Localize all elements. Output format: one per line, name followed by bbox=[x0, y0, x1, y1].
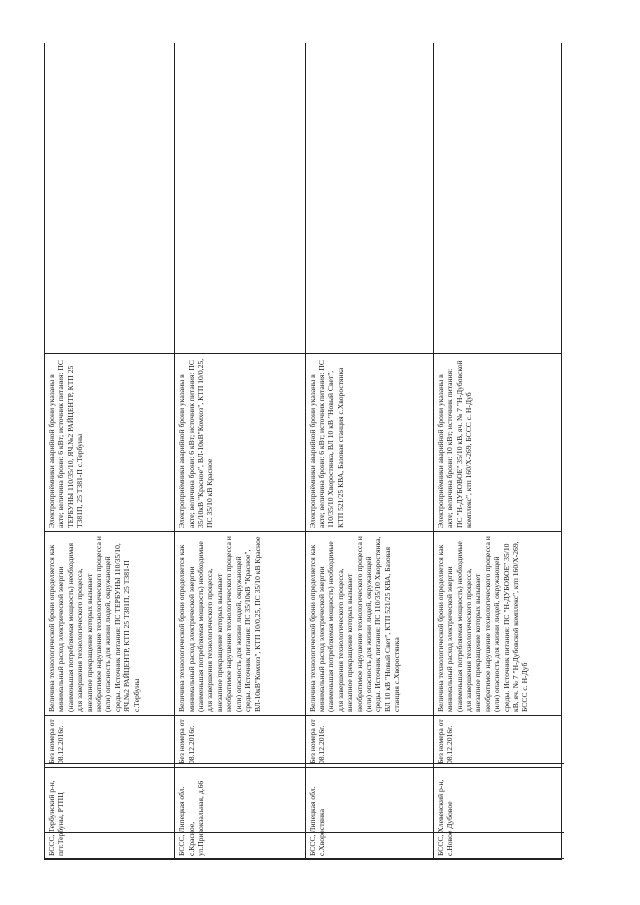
empty-cell bbox=[175, 44, 305, 354]
object-cell: БССС, Липецкая обл. с.Хворостянка bbox=[305, 768, 433, 860]
tech-reserve-cell: Величина технологической брони определяется как минимальный расход электрической энергии (наименьшая потребляемая мощность) необходимая для завершения технологического процесса, внезапное прекращение которых вызывает необратимое нарушение технологического процесса и (или) опасность для жизни людей, окружающей среды. Источник питания: ПС ТЕРБУНЫ 110/35/10, ЯЧ.№2 РАЙЦЕНТР, КТП 25 Т381П, 25 Т381-П с.Тербуны bbox=[45, 532, 175, 716]
table-row bbox=[305, 44, 433, 860]
emergency-reserve-cell: Электроприёмники аварийной брони указаны в акте; величина брони: 10 кВт; источник питания: ПС "Н-ДУБОВОЕ" 35/10 кВ, яч. № 7 "Н-Дубовской комплекс", ктп 160/Х-269, БССС с. Н-Дуб bbox=[433, 354, 561, 532]
emergency-reserve-cell: Электроприёмники аварийной брони указаны в акте; величина брони: 6 кВт; источник питания: ПС 35/10кВ "Красное", ВЛ-10кВ"Комхоз", КТП 10/0,25, ПС 35/10 кВ Красное bbox=[175, 354, 305, 532]
act-cell: Без номера от 08.12.2016г. bbox=[175, 716, 305, 768]
table-row bbox=[45, 44, 175, 860]
act-cell: Без номера от 08.12.2016г. bbox=[45, 716, 175, 768]
emergency-reserve-cell: Электроприёмники аварийной брони указаны в акте; величина брони: 6 кВт; источник питания: ПС ТЕРБУНЫ 110/35/10, ЯЧ.№2 РАЙЦЕНТР, КТП 25 Т381П, 25 Т381-П с.Тербуны bbox=[45, 354, 175, 532]
tech-reserve-cell: Величина технологической брони определяется как минимальный расход электрической энергии (наименьшая потребляемая мощность) необходимые для завершения технологического процесса, внезапное прекращение которых вызывает необратимое нарушение технологического процесса и (или) опасность для жизни людей, окружающей среды. Источник питания: ПС 35/10кВ "Красное", ВЛ-10кВ"Комхоз", КТП 10/0,25, ПС 35/10 кВ Красное bbox=[175, 532, 305, 716]
empty-cell bbox=[305, 44, 433, 354]
empty-cell bbox=[45, 44, 175, 354]
rotated-table-wrapper bbox=[44, 44, 562, 860]
object-cell: БССС, Хлевенский р-н, с.Новое Дубовое bbox=[433, 768, 561, 860]
emergency-reserve-cell: Электроприёмники аварийной брони указаны в акте; величина брони: 6 кВт; источник питания: ПС 110/35/10 Хворостянка, ВЛ 10 кВ "Новый Свет", КТП 521/25 КВА, Базовая станция с.Хворостянка bbox=[305, 354, 433, 532]
empty-cell bbox=[433, 44, 561, 354]
object-cell: БССС, Тербунский р-н, пгт.Тербуны, РТПЦ bbox=[45, 768, 175, 860]
act-cell: Без номера от 08.12.2016г. bbox=[433, 716, 561, 768]
object-cell: БССС, Липецкая обл. с.Красное, ул.Привокзальная, д.66 bbox=[175, 768, 305, 860]
table-row bbox=[433, 44, 561, 860]
tech-reserve-cell: Величина технологической брони определяется как минимальный расход электрической энергии (наименьшая потребляемая мощность) необходимые для завершения технологического процесса, внезапное прекращение которых вызывает необратимое нарушение технологического процесса и (или) опасность для жизни людей, окружающей среды. Источник питания: ПС 110/35/10 Хворостянка, ВЛ 10 кВ "Новый Свет", КТП 521/25 КВА, Базовая станция с.Хворостянка bbox=[305, 532, 433, 716]
act-cell: Без номера от 08.12.2016г. bbox=[305, 716, 433, 768]
tech-reserve-cell: Величина технологической брони определяется как минимальный расход электрической энергии (наименьшая потребляемая мощность) необходимые для завершения технологического процесса, внезапное прекращение которых вызывает необратимое нарушение технологического процесса и (или) опасность для жизни людей, окружающей среды. Источник питания: ПС "Н-ДУБОВОЕ" 35/10 кВ, яч. № 7 "Н-Дубовской комплекс", ктп 160/Х-269, БССС с. Н-Дуб bbox=[433, 532, 561, 716]
reserve-table bbox=[44, 44, 562, 861]
table-row bbox=[175, 44, 305, 860]
